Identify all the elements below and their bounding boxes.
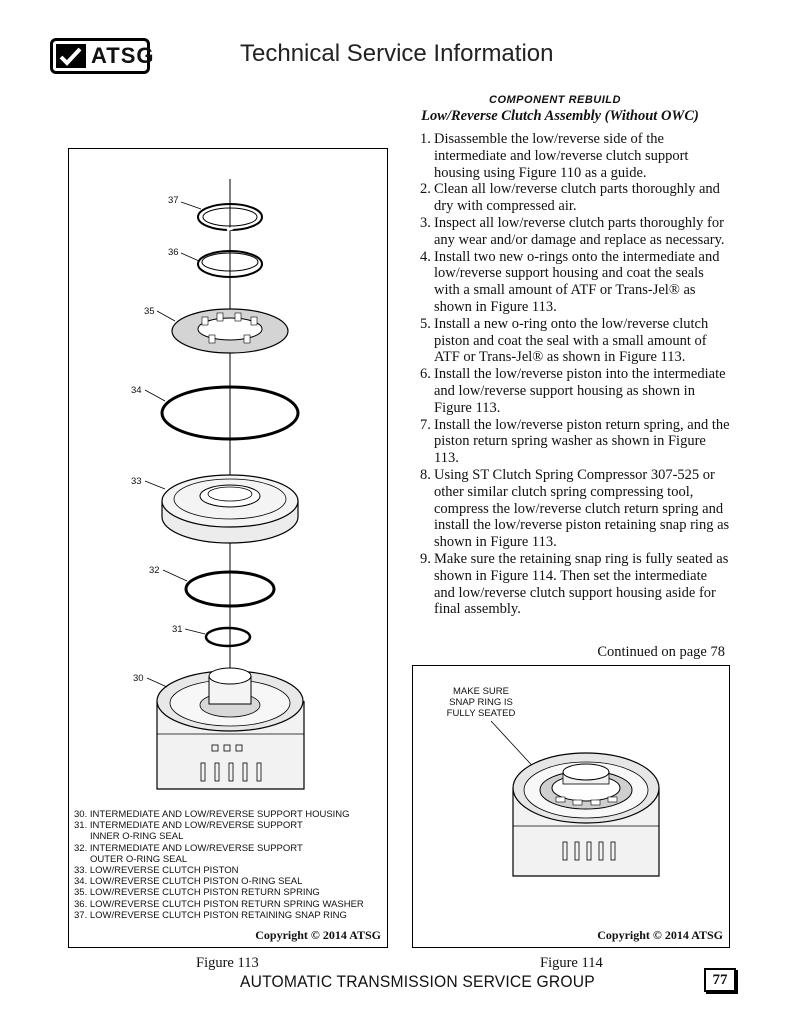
figure-114-caption: Figure 114 <box>540 955 603 971</box>
callout-32: 32 <box>149 565 160 576</box>
instruction-step: 6. Install the low/reverse piston into the intermediate and low/reverse support housing as shown in Figure 113. <box>420 366 726 416</box>
instruction-step: 7. Install the low/reverse piston return spring, and the piston return spring washer as shown in Figure 113. <box>420 416 730 467</box>
callout-33: 33 <box>131 476 142 487</box>
legend-item: 37. LOW/REVERSE CLUTCH PISTON RETAINING SNAP RING <box>74 909 347 921</box>
legend-item: 36. LOW/REVERSE CLUTCH PISTON RETURN SPRING WASHER <box>74 898 364 910</box>
instruction-step: 8. Using ST Clutch Spring Compressor 307-525 or other similar clutch spring compressing tool, compress the low/reverse clutch return spring and install the low/reverse piston retaining snap ring as shown in Figure 113. <box>420 466 730 551</box>
return-spring-35 <box>172 309 288 353</box>
instruction-step: 2. Clean all low/reverse clutch parts thoroughly and dry with compressed air. <box>420 181 720 215</box>
page-number: 77 <box>704 968 736 992</box>
page-title: Technical Service Information <box>240 40 554 67</box>
callout-36: 36 <box>168 247 179 258</box>
footer-text: AUTOMATIC TRANSMISSION SERVICE GROUP <box>240 972 595 991</box>
instruction-step: 5. Install a new o-ring onto the low/reverse clutch piston and coat the seal with a small amount of ATF or Trans-Jel® as shown in Figure 113. <box>420 315 709 366</box>
figure-113-copyright: Copyright © 2014 ATSG <box>255 928 381 942</box>
parts-legend <box>74 809 364 921</box>
callout-37: 37 <box>168 195 179 206</box>
legend-item: 35. LOW/REVERSE CLUTCH PISTON RETURN SPRING <box>74 887 320 899</box>
section-title: Low/Reverse Clutch Assembly (Without OWC) <box>421 108 699 124</box>
figure-113 <box>68 148 388 948</box>
support-housing-30 <box>157 668 304 789</box>
instruction-step: 1. Disassemble the low/reverse side of the intermediate and low/reverse clutch support housing using Figure 110 as a guide. <box>420 131 689 181</box>
legend-item: 31. INTERMEDIATE AND LOW/REVERSE SUPPORT INNER O-RING SEAL <box>74 820 303 843</box>
figure-114 <box>412 665 730 948</box>
logo-text: ATSG <box>91 43 155 68</box>
snap-ring-callout: MAKE SURE SNAP RING IS FULLY SEATED <box>446 686 516 719</box>
instruction-step: 4. Install two new o-rings onto the intermediate and low/reverse support housing and coat the seals with a small amount of ATF or Trans-Jel® as shown in Figure 113. <box>420 248 720 315</box>
instruction-list <box>420 131 730 618</box>
callout-34: 34 <box>131 385 142 396</box>
legend-item: 32. INTERMEDIATE AND LOW/REVERSE SUPPORT OUTER O-RING SEAL <box>74 842 303 865</box>
seated-snap-ring-drawing <box>413 666 729 916</box>
inner-o-ring-31 <box>206 628 250 646</box>
exploded-view-drawing <box>69 149 387 804</box>
atsg-logo <box>50 38 155 74</box>
clutch-piston-33 <box>162 475 298 543</box>
callout-35: 35 <box>144 306 155 317</box>
callout-30: 30 <box>133 673 144 684</box>
continued-note: Continued on page 78 <box>597 644 725 660</box>
figure-113-caption: Figure 113 <box>196 955 259 971</box>
legend-item: 30. INTERMEDIATE AND LOW/REVERSE SUPPORT HOUSING <box>74 809 350 820</box>
legend-item: 33. LOW/REVERSE CLUTCH PISTON <box>74 865 239 877</box>
callout-31: 31 <box>172 624 183 635</box>
legend-item: 34. LOW/REVERSE CLUTCH PISTON O-RING SEAL <box>74 876 303 888</box>
figure-114-copyright: Copyright © 2014 ATSG <box>597 928 723 942</box>
section-kicker: COMPONENT REBUILD <box>489 94 621 106</box>
instruction-step: 9. Make sure the retaining snap ring is fully seated as shown in Figure 114. Then set the intermediate and low/reverse clutch support housing aside for final assembly. <box>420 550 729 618</box>
instruction-step: 3. Inspect all low/reverse clutch parts thoroughly for any wear and/or damage and replace as necessary. <box>420 214 725 248</box>
